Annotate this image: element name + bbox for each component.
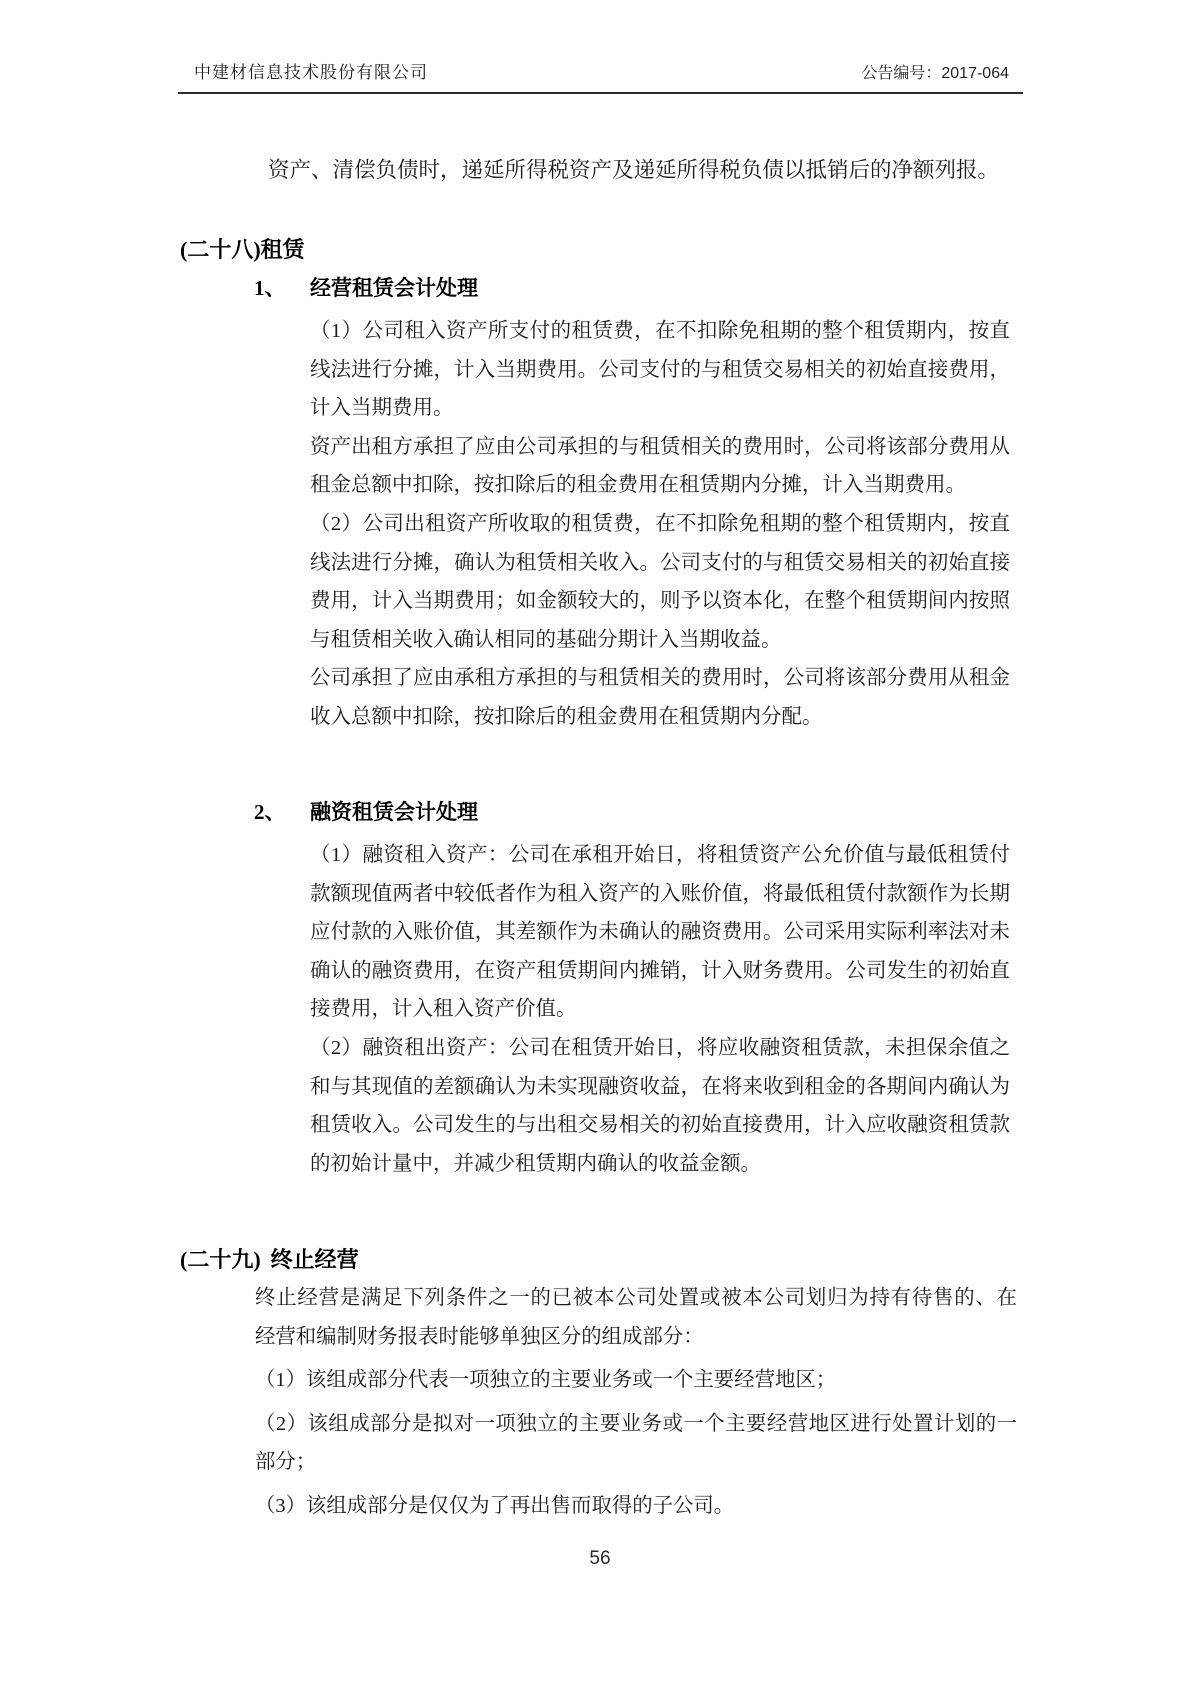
text-line: 公司承担了应由承租方承担的与租赁相关的费用时，公司将该部分费用从租金: [310, 667, 1010, 690]
text-line: 终止经营是满足下列条件之一的已被本公司处置或被本公司划归为持有待售的、在: [255, 1287, 1017, 1309]
text-line: 费用，计入当期费用；如金额较大的，则予以资本化，在整个租赁期间内按照: [310, 590, 1010, 613]
section-29-title: 终止经营: [270, 1247, 359, 1272]
text-line: 租赁收入。公司发生的与出租交易相关的初始直接费用，计入应收融资租赁款: [310, 1114, 1010, 1137]
text-line: 线法进行分摊，确认为租赁相关收入。公司支付的与租赁交易相关的初始直接: [310, 551, 1010, 574]
paragraph: [255, 1279, 1017, 1356]
text-line: 应付款的入账价值，其差额作为未确认的融资费用。公司采用实际利率法对未: [310, 921, 1010, 944]
paragraph: [255, 1405, 1017, 1482]
company-name: 中建材信息技术股份有限公司: [194, 63, 428, 82]
text-line: （3）该组成部分是仅仅为了再出售而取得的子公司。: [255, 1494, 735, 1517]
text-line: （2）该组成部分是拟对一项独立的主要业务或一个主要经营地区进行处置计划的一: [255, 1412, 1017, 1435]
subsection-1-body: [310, 312, 1010, 737]
subsection-2-heading: [254, 793, 478, 832]
page-number: 56: [589, 1548, 611, 1569]
section-29-number: (二十九): [180, 1247, 261, 1272]
subsection-1-title: 经营租赁会计处理: [310, 276, 478, 300]
text-line: （2）公司出租资产所收取的租赁费，在不扣除免租期的整个租赁期内，按直: [310, 512, 1010, 535]
paragraph: [310, 1029, 1010, 1183]
text-line: （1）融资租入资产：公司在承租开始日，将租赁资产公允价值与最低租赁付: [310, 844, 1010, 866]
subsection-2-number: 2、: [254, 800, 286, 824]
text-line: 收入总额中扣除，按扣除后的租金费用在租赁期内分配。: [310, 705, 823, 728]
notice-number: 公告编号：2017-064: [861, 65, 1009, 82]
paragraph: [255, 1361, 1017, 1400]
subsection-2-body: [310, 836, 1010, 1183]
text-line: 线法进行分摊，计入当期费用。公司支付的与租赁交易相关的初始直接费用，: [310, 358, 1010, 381]
intro-paragraph: 资产、清偿负债时，递延所得税资产及递延所得税负债以抵销后的净额列报。: [268, 158, 1000, 182]
text-line: 的初始计量中，并减少租赁期内确认的收益金额。: [310, 1152, 761, 1175]
text-line: 租金总额中扣除，按扣除后的租金费用在租赁期内分摊，计入当期费用。: [310, 474, 966, 497]
text-line: （1）该组成部分代表一项独立的主要业务或一个主要经营地区；: [255, 1369, 837, 1392]
text-line: （2）融资租出资产：公司在租赁开始日，将应收融资租赁款，未担保余值之: [310, 1036, 1010, 1059]
page-header: [178, 58, 1023, 94]
paragraph: [310, 428, 1010, 505]
text-line: 资产出租方承担了应由公司承担的与租赁相关的费用时，公司将该部分费用从: [310, 435, 1010, 458]
text-line: 确认的融资费用，在资产租赁期间内摊销，计入财务费用。公司发生的初始直: [310, 959, 1010, 982]
text-line: （1）公司租入资产所支付的租赁费，在不扣除免租期的整个租赁期内，按直: [310, 320, 1010, 342]
paragraph: [310, 836, 1010, 1029]
subsection-1-heading: [254, 269, 478, 308]
section-28-heading: (二十八)租赁: [180, 237, 305, 262]
paragraph: [310, 505, 1010, 659]
subsection-2-title: 融资租赁会计处理: [310, 800, 478, 824]
text-line: 接费用，计入租入资产价值。: [310, 998, 577, 1021]
text-line: 和与其现值的差额确认为未实现融资收益，在将来收到租金的各期间内确认为: [310, 1075, 1010, 1098]
text-line: 经营和编制财务报表时能够单独区分的组成部分：: [255, 1325, 704, 1348]
text-line: 计入当期费用。: [310, 397, 454, 420]
paragraph: [310, 659, 1010, 736]
section-29-body: [255, 1279, 1017, 1526]
paragraph: [255, 1487, 1017, 1526]
text-line: 部分；: [255, 1451, 317, 1474]
section-29-heading: [180, 1241, 359, 1280]
text-line: 款额现值两者中较低者作为租入资产的入账价值，将最低租赁付款额作为长期: [310, 882, 1010, 905]
subsection-1-number: 1、: [254, 276, 286, 300]
paragraph: [310, 312, 1010, 428]
text-line: 与租赁相关收入确认相同的基础分期计入当期收益。: [310, 628, 782, 651]
